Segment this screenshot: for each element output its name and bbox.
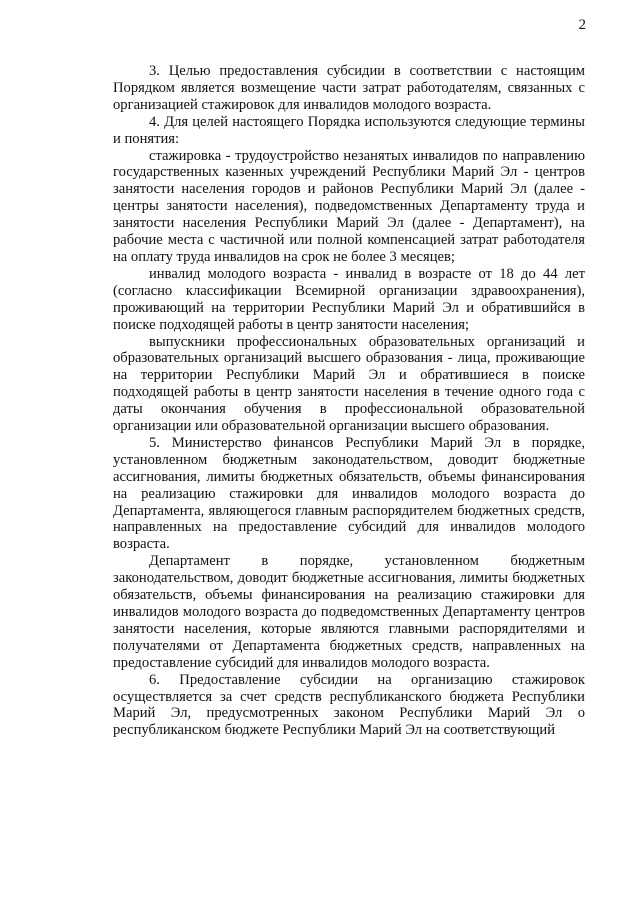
paragraph-6-subsidy-source: 6. Предоставление субсидии на организацию стажировок осуществляется за счет средств республиканского бюджета Республики Марий Эл, предусмотренных законом Республики Марий Эл о республиканском бюджете Республики Марий Эл на соответствующий [113,671,585,739]
paragraph-5-ministry-funding: 5. Министерство финансов Республики Марий Эл в порядке, установленном бюджетным законодательством, доводит бюджетные ассигнования, лимиты бюджетных обязательств, объемы финансирования на реализацию стажировки для инвалидов молодого возраста до Департамента, являющегося главным распорядителем бюджетных средств, направленных на предоставление субсидий для инвалидов молодого возраста. [113,434,585,553]
term-young-disabled-definition: инвалид молодого возраста - инвалид в возрасте от 18 до 44 лет (согласно классификации Всемирной организации здравоохранения), проживающий на территории Республики Марий Эл и обратившийся в поиске подходящей работы в центр занятости населения; [113,265,585,333]
document-body [113,63,585,739]
paragraph-department-funding: Департамент в порядке, установленном бюджетным законодательством, доводит бюджетные ассигнования, лимиты бюджетных обязательств, объемы финансирования на реализацию стажировки для инвалидов молодого возраста до подведомственных Департаменту центров занятости населения, которые являются главными распорядителями и получателями от Департамента бюджетных средств, направленных на предоставление субсидий для инвалидов молодого возраста. [113,553,585,671]
term-internship-definition: стажировка - трудоустройство незанятых инвалидов по направлению государственных казенных учреждений Республики Марий Эл - центров занятости населения городов и районов Республики Марий Эл (далее - центры занятости населения), подведомственных Департаменту труда и занятости населения Республики Марий Эл (далее - Департамент), на рабочие места с частичной или полной компенсацией затрат работодателя на оплату труда инвалидов на срок не более 3 месяцев; [113,147,585,265]
paragraph-4-terms-intro: 4. Для целей настоящего Порядка используются следующие термины и понятия: [113,113,585,147]
term-graduates-definition: выпускники профессиональных образовательных организаций и образовательных организаций высшего образования - лица, проживающие на территории Республики Марий Эл и обратившиеся в поиске подходящей работы в центр занятости населения в течение одного года с даты окончания обучения в профессиональной образовательной организации или образовательной организации высшего образования. [113,333,585,435]
paragraph-3-purpose: 3. Целью предоставления субсидии в соответствии с настоящим Порядком является возмещение части затрат работодателям, связанных с организацией стажировок для инвалидов молодого возраста. [113,63,585,113]
page-number: 2 [578,17,586,33]
